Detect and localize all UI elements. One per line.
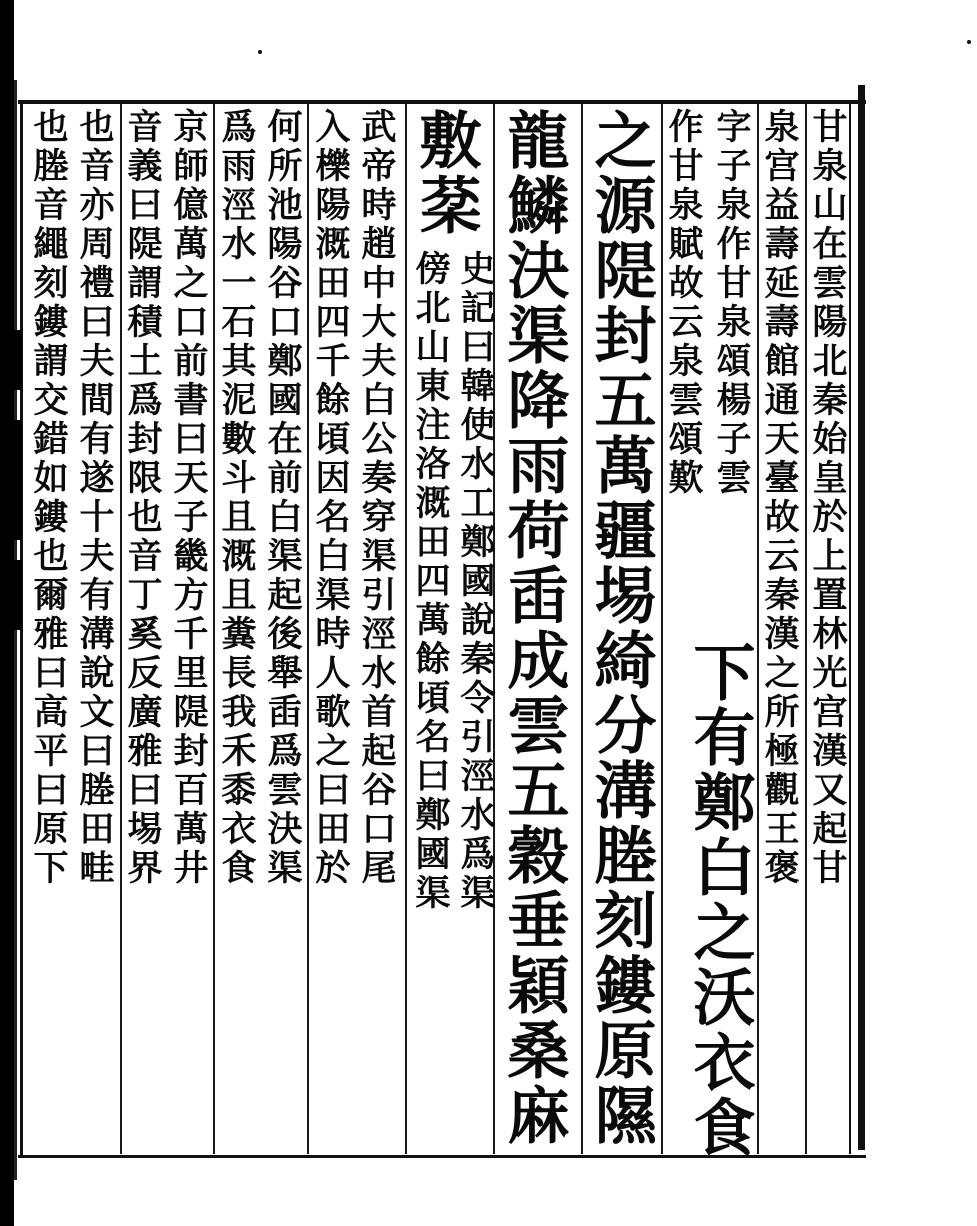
text-column-1: 甘泉山在雲陽北秦始皇於上置林光宫漢又起甘 [807,108,848,888]
text-column-13: 何所池陽谷口鄭國在前白渠起後舉臿爲雲決渠 [262,108,303,888]
column-divider [405,104,407,1154]
margin-ink-mark [0,560,22,630]
text-column-3: 字子泉作甘泉頌楊子雲 [711,108,752,498]
column-divider [213,104,215,1154]
text-column-8-large: 敷棻 [409,108,482,238]
text-column-11: 武帝時趙中大夫白公奏穿渠引涇水首起谷口尾 [356,108,397,888]
text-column-7-large: 龍鱗決渠降雨荷臿成雲五穀垂穎桑麻 [497,108,570,1148]
ink-speck [967,40,971,44]
frame-right-inner-border [849,104,851,1154]
text-column-12: 入櫟陽溉田四千餘頃因名白渠時人歌之曰田於 [310,108,351,888]
text-column-9: 史記曰韓使水工鄭國說秦令引涇水爲渠 [455,250,496,913]
text-column-16: 音義曰隄謂積土爲封限也音丁奚反廣雅曰埸界 [122,108,163,888]
column-divider [307,104,309,1154]
ink-speck [258,50,262,54]
text-column-2: 泉宫益壽延壽館通天臺故云秦漢之所極觀王褒 [759,108,800,888]
frame-top-border [18,100,866,104]
text-column-18: 也塍音繩刻鏤謂交錯如鏤也爾雅曰高平曰原下 [28,108,69,888]
text-column-6-large: 之源隄封五萬疆埸綺分溝塍刻鏤原隰 [584,108,657,1148]
text-column-4: 作甘泉賦故云泉雲頌歎 [663,108,704,498]
gutter-line [14,80,17,1180]
text-column-15: 京師億萬之口前書曰天子畿方千里隄封百萬井 [168,108,209,888]
frame-right-border [858,85,865,1150]
margin-ink-mark [0,330,22,390]
margin-ink-mark [0,420,22,540]
text-column-5-large: 下有鄭白之沃衣食 [683,640,756,1160]
text-column-10: 傍北山東注洛溉田四萬餘頃名曰鄭國渠 [410,250,451,913]
text-column-14: 爲雨涇水一石其泥數斗且溉且糞長我禾黍衣食 [216,108,257,888]
column-divider [581,104,583,1154]
text-column-17: 也音亦周禮曰夫間有遂十夫有溝說文曰塍田畦 [74,108,115,888]
